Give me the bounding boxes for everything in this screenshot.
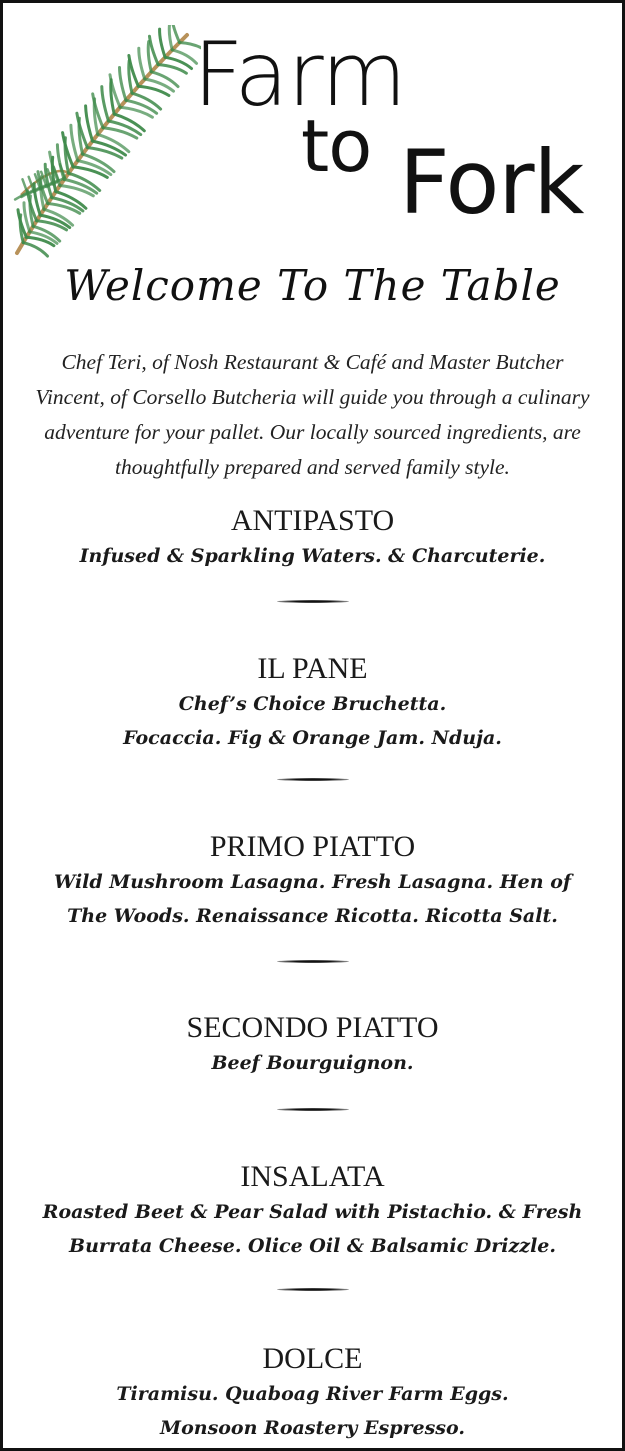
rosemary-needle (139, 48, 145, 79)
title-to: to (301, 104, 372, 188)
course-line: Roasted Beet & Pear Salad with Pistachio. & Fresh (42, 1201, 583, 1223)
course-line: Monsoon Roastery Espresso. (160, 1417, 465, 1439)
course-line: Burrata Cheese. Olice Oil & Balsamic Drizzle. (69, 1235, 556, 1257)
course-line: Beef Bourguignon. (211, 1052, 414, 1074)
rosemary-needle (150, 36, 159, 64)
divider (277, 1288, 349, 1291)
rosemary-needle (169, 25, 172, 50)
rosemary-needle (86, 106, 93, 141)
course-primo-piatto (3, 829, 622, 933)
rosemary-needle (120, 68, 126, 101)
course-title: IL PANE (257, 652, 368, 685)
divider (277, 1108, 349, 1111)
rosemary-needle (23, 243, 47, 257)
intro-paragraph: Chef Teri, of Nosh Restaurant & Café and Master Butcher Vincent, of Corsello Butcheria will guide you through a culinary adventure for your pallet. Our locally sourced ingredients, are thoughtfully prepared and served family style. (35, 350, 590, 479)
rosemary-sprig-icon (11, 25, 201, 260)
rosemary-needle (158, 65, 186, 74)
course-line: The Woods. Renaissance Ricotta. Ricotta Salt. (67, 905, 558, 927)
course-line: Tiramisu. Quaboag River Farm Eggs. (116, 1383, 509, 1405)
divider (277, 778, 349, 781)
course-line: Infused & Sparkling Waters. & Charcuterie. (79, 545, 546, 567)
course-title: PRIMO PIATTO (209, 830, 416, 863)
course-title: SECONDO PIATTO (186, 1011, 439, 1044)
course-line: Focaccia. Fig & Orange Jam. Nduja. (123, 727, 502, 749)
course-antipasto (3, 503, 622, 573)
course-insalata (3, 1159, 622, 1263)
title-farm: Farm (193, 23, 406, 126)
course-title: DOLCE (262, 1342, 363, 1375)
course-secondo-piatto (3, 1010, 622, 1080)
course-title: ANTIPASTO (230, 504, 395, 537)
title-fork: Fork (399, 131, 584, 234)
rosemary-needle (160, 29, 166, 57)
rosemary-needle (71, 125, 78, 160)
divider (277, 600, 349, 603)
rosemary-needle (102, 87, 109, 121)
course-line: Wild Mushroom Lasagna. Fresh Lasagna. Hen of (53, 871, 572, 893)
course-dolce (3, 1341, 622, 1445)
divider (277, 960, 349, 963)
rosemary-needle (172, 25, 180, 43)
course-title: INSALATA (240, 1160, 385, 1193)
course-line: Chef’s Choice Bruchetta. (178, 693, 447, 715)
rosemary-needle (138, 86, 169, 95)
welcome-heading: Welcome To The Table (64, 261, 561, 310)
course-il-pane (3, 651, 622, 755)
